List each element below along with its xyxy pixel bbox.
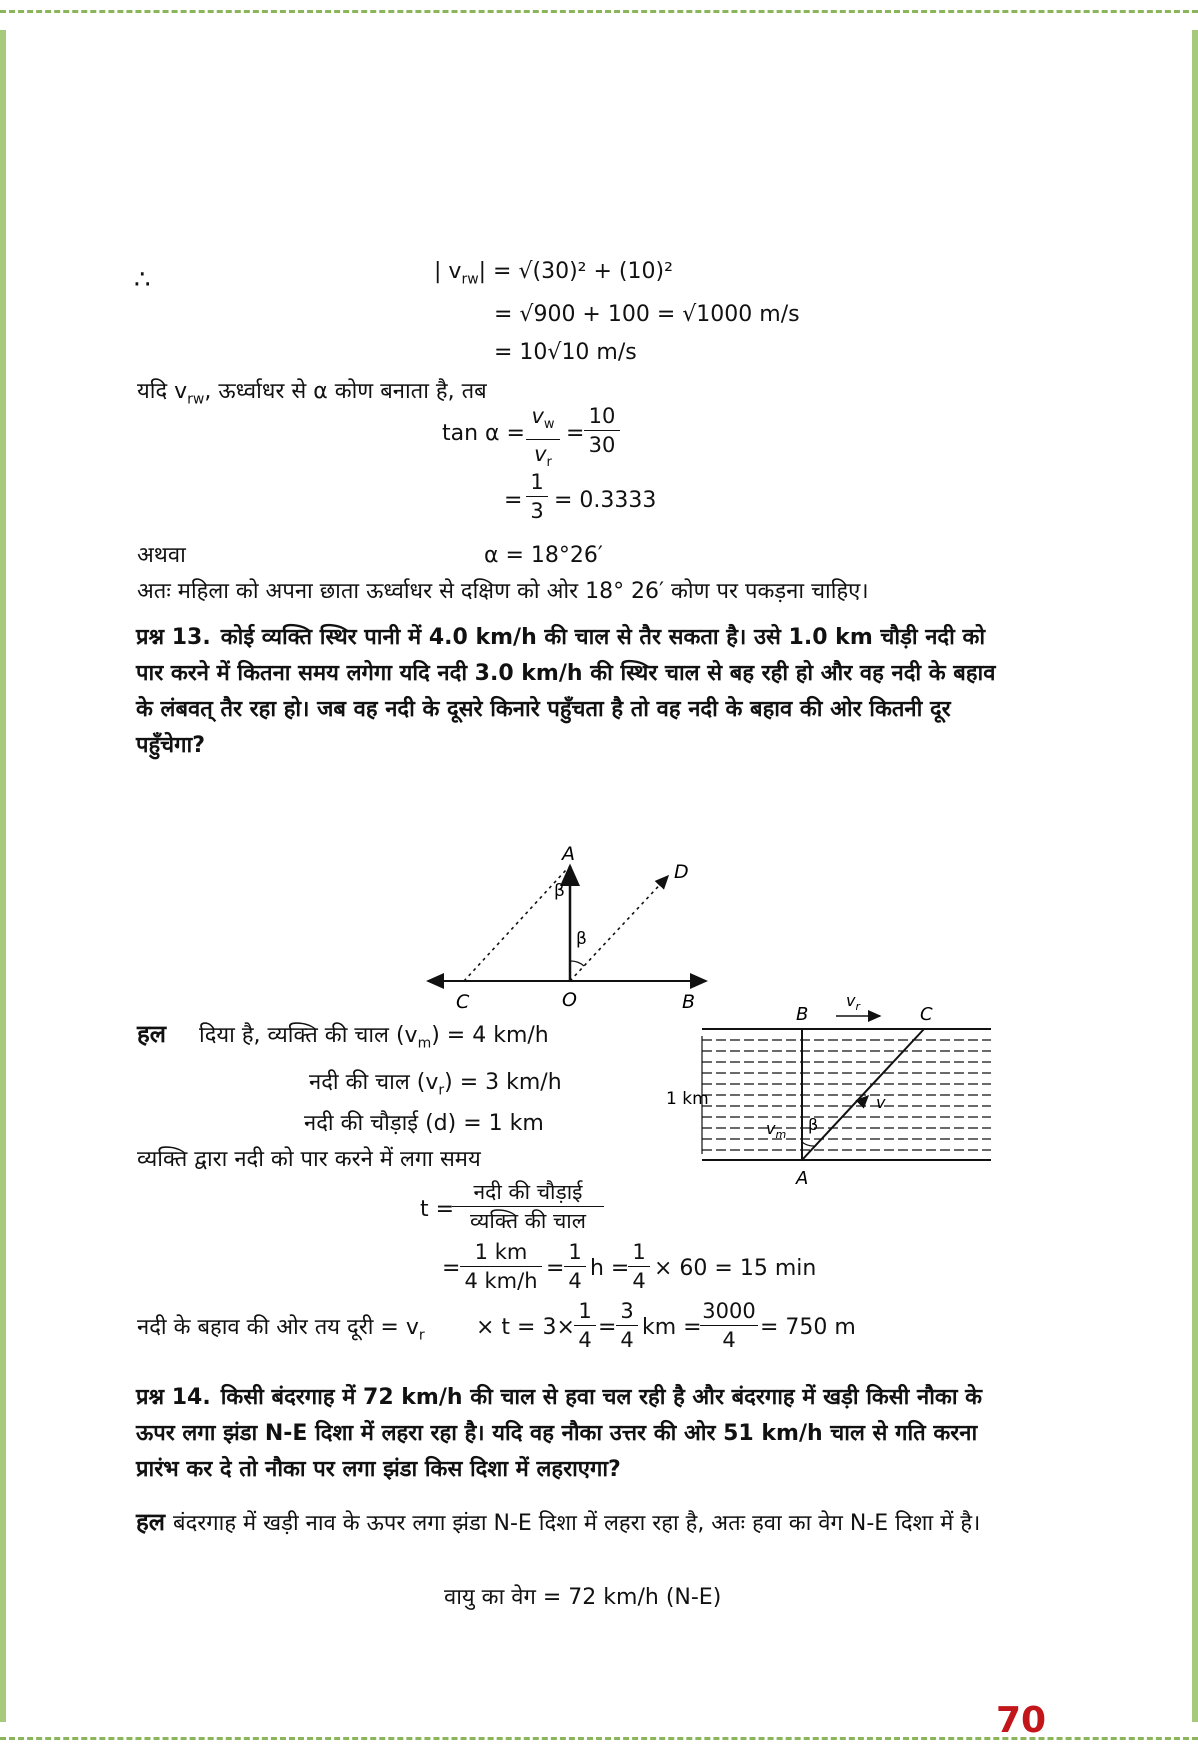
t-lhs: t = <box>420 1197 455 1222</box>
label-vm: $v_m$ <box>766 1119 787 1141</box>
calc-fraction-2: $\frac{1}{4}$ <box>564 1238 586 1295</box>
label-beta-1: β <box>554 881 565 901</box>
question-14 <box>136 1380 996 1488</box>
label-d: D <box>674 861 689 883</box>
magnitude-line-2: = √900 + 100 = √1000 m/s <box>494 302 800 327</box>
label-v: v <box>876 1093 886 1112</box>
tan-lhs: tan α = <box>442 421 525 446</box>
calc-end: × 60 = 15 min <box>654 1256 817 1281</box>
label-o: O <box>562 989 577 1011</box>
vector-diagram-1 <box>406 838 726 1018</box>
label-beta-3: β <box>808 1115 819 1134</box>
beta-arc <box>570 961 584 966</box>
river-diagram <box>666 992 1006 1204</box>
solution-14-text: बंदरगाह में खड़ी नाव के ऊपर लगा झंडा N-E दिशा में लहरा रहा है, अतः हवा का वेग N-E दिशा में है। <box>173 1511 981 1536</box>
tan-equals: = <box>566 421 585 446</box>
tan-fraction-1: $\frac{v_w}{v_r}$ <box>526 402 560 477</box>
solution-13-label: हल <box>137 1020 167 1048</box>
top-dashed-border <box>0 10 1198 13</box>
beta-arc-2 <box>802 1142 814 1146</box>
distance-mid: × t = 3× <box>476 1315 575 1340</box>
given-speed: दिया है, व्यक्ति की चाल $(v_m) = 4$ km/h <box>199 1023 549 1052</box>
label-vr: $v_r$ <box>846 992 860 1013</box>
wind-velocity: वायु का वेग = 72 km/h (N-E) <box>444 1585 722 1610</box>
angle-statement: यदि $v_{rw}$, ऊर्ध्वाधर से α कोण बनाता है, तब <box>137 379 487 408</box>
page <box>6 30 1192 1741</box>
eq2-post: = 0.3333 <box>554 488 657 513</box>
distance-km: km = <box>642 1315 702 1340</box>
distance-fraction-2: $\frac{3}{4}$ <box>616 1297 638 1354</box>
question-13-label: प्रश्न 13. <box>136 625 211 650</box>
question-13 <box>136 620 996 764</box>
distance-end: = 750 m <box>760 1315 856 1340</box>
alpha-value: α = 18°26′ <box>484 543 603 568</box>
distance-fraction-3: $\frac{3000}{4}$ <box>700 1297 758 1354</box>
top-border <box>0 0 1198 30</box>
question-14-text: किसी बंदरगाह में 72 km/h की चाल से हवा चल रही है और बंदरगाह में खड़ी किसी नौका के ऊपर लगा झंडा N-E दिशा में लहरा रहा है। यदि वह नौका उत्तर की ओर 51 km/h चाल से गति करना प्रारंभ कर दे तो नौका पर लगा झंडा किस दिशा में लहराएगा? <box>136 1385 983 1482</box>
distance-lhs: नदी के बहाव की ओर तय दूरी = $v_r$ <box>137 1315 425 1344</box>
question-14-label: प्रश्न 14. <box>136 1385 211 1410</box>
calc-eq-2: = <box>546 1256 565 1281</box>
distance-eq: = <box>598 1315 617 1340</box>
label-beta-2: β <box>576 929 587 949</box>
question-13-text: कोई व्यक्ति स्थिर पानी में 4.0 km/h की चाल से तैर सकता है। उसे 1.0 km चौड़ी नदी को पार करने में कितना समय लगेगा यदि नदी 3.0 km/h की स्थिर चाल से बह रही हो और वह नदी के बहाव के लंबवत् तैर रहा हो। जब वह नदी के दूसरे किनारे पहुँचता है तो वह नदी के बहाव की ओर कितनी दूर पहुँचेगा? <box>136 625 996 758</box>
label-b2: B <box>796 1004 809 1025</box>
distance-fraction-1: $\frac{1}{4}$ <box>574 1297 596 1354</box>
time-statement: व्यक्ति द्वारा नदी को पार करने में लगा समय <box>137 1147 481 1172</box>
water-lines <box>702 1040 991 1150</box>
tan-fraction-2: $\frac{10}{30}$ <box>584 402 620 459</box>
river-width: नदी की चौड़ाई (d) = 1 km <box>304 1111 544 1136</box>
magnitude-line-1: | $v_{rw}| = √(30)^2 + (10)^2$ <box>434 259 673 288</box>
label-width: 1 km <box>666 1089 709 1109</box>
calc-fraction-3: $\frac{1}{4}$ <box>628 1238 650 1295</box>
v-arrow <box>862 1096 868 1102</box>
label-a2: A <box>796 1168 809 1189</box>
label-b: B <box>682 991 696 1013</box>
solution-14 <box>136 1504 996 1542</box>
therefore-symbol: ∴ <box>134 265 151 295</box>
solution-14-label: हल <box>136 1508 166 1536</box>
river-speed: नदी की चाल $(v_r) = 3$ km/h <box>309 1070 562 1099</box>
calc-mid: h = <box>590 1256 630 1281</box>
label-c: C <box>456 991 470 1013</box>
or-word: अथवा <box>137 543 186 568</box>
calc-eq-1: = <box>442 1256 461 1281</box>
line-ca <box>464 870 566 981</box>
magnitude-line-3: = 10√10 m/s <box>494 340 637 365</box>
conclusion-text: अतः महिला को अपना छाता ऊर्ध्वाधर से दक्षिण को ओर 18° 26′ कोण पर पकड़ना चाहिए। <box>137 579 869 604</box>
one-third-fraction: $\frac{1}{3}$ <box>526 468 548 525</box>
eq2-pre: = <box>504 488 523 513</box>
page-number: 70 <box>996 1700 1047 1741</box>
label-c2: C <box>920 1004 933 1025</box>
calc-fraction-1: $\frac{1 km}{4 km/h}$ <box>460 1238 542 1295</box>
label-a: A <box>562 843 575 865</box>
time-formula-fraction: नदी की चौड़ाई व्यक्ति की चाल <box>452 1178 604 1235</box>
right-border <box>1192 30 1198 1722</box>
